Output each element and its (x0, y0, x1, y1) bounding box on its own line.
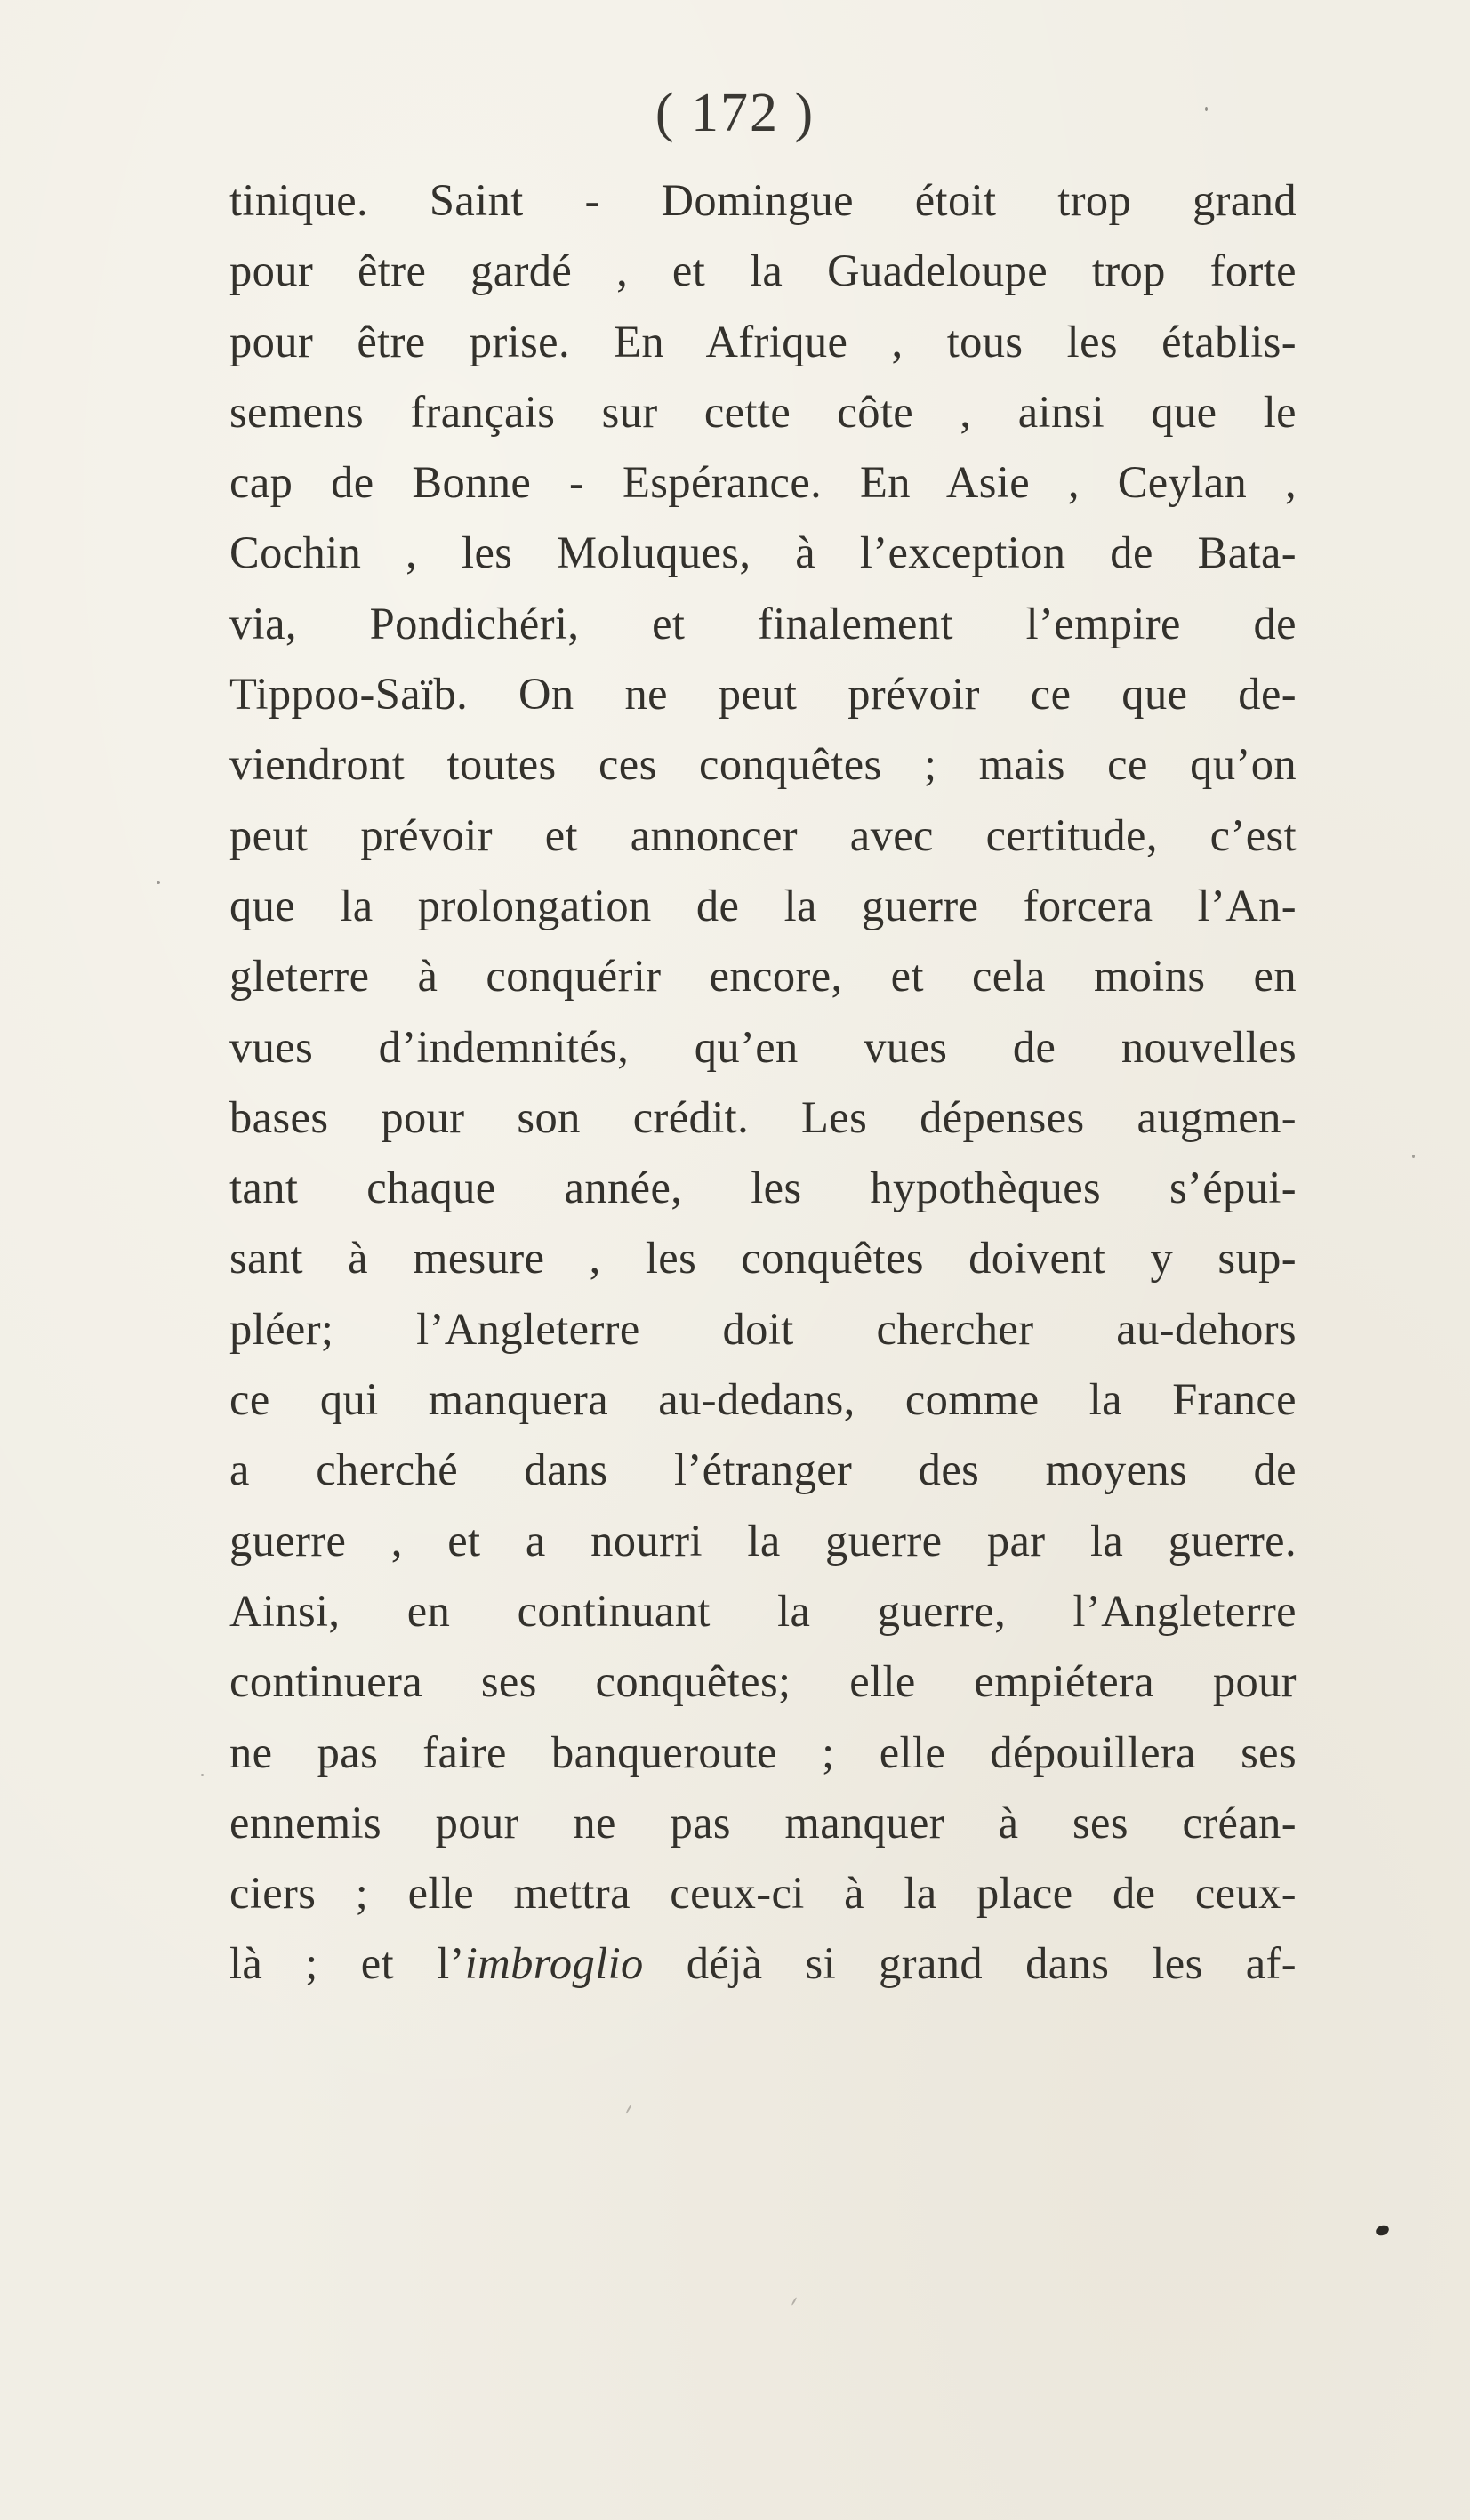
text-line-last (229, 1928, 1297, 1999)
text-line: ciers ; elle mettra ceux-ci à la place de ceux- (229, 1868, 1297, 1919)
text-line: peut prévoir et annoncer avec certitude, c’est (229, 809, 1297, 860)
text-line: Cochin , les Moluques, à l’exception de Bata- (229, 527, 1297, 578)
text-line: sant à mesure , les conquêtes doivent y sup- (229, 1233, 1297, 1284)
last-line-start: là ; et l’ (229, 1938, 465, 1989)
text-line: tinique. Saint - Domingue étoit trop grand (229, 175, 1297, 225)
last-line-end: déjà si grand dans les af- (643, 1938, 1297, 1989)
text-line: ennemis pour ne pas manquer à ses créan- (229, 1797, 1297, 1848)
page-number: ( 172 ) (655, 83, 815, 143)
text-line: semens français sur cette côte , ainsi que le (229, 386, 1297, 437)
text-line: pléer; l’Angleterre doit chercher au-dehors (229, 1303, 1297, 1354)
text-line: gleterre à conquérir encore, et cela moins en (229, 951, 1297, 1002)
ink-speck (1205, 107, 1208, 111)
text-line: pour être gardé , et la Guadeloupe trop forte (229, 246, 1297, 296)
text-line: ne pas faire banqueroute ; elle dépouillera ses (229, 1727, 1297, 1777)
ink-speck (201, 1774, 204, 1776)
text-line: vues d’indemnités, qu’en vues de nouvelles (229, 1021, 1297, 1072)
text-line: a cherché dans l’étranger des moyens de (229, 1445, 1297, 1495)
ink-speck (625, 2104, 632, 2113)
ink-speck (1412, 1155, 1415, 1158)
ink-speck (791, 2297, 798, 2306)
text-line: cap de Bonne - Espérance. En Asie , Ceylan , (229, 457, 1297, 508)
text-line: bases pour son crédit. Les dépenses augmen- (229, 1091, 1297, 1142)
text-line: tant chaque année, les hypothèques s’épui- (229, 1163, 1297, 1213)
text-line: ce qui manquera au-dedans, comme la France (229, 1374, 1297, 1425)
italic-word: imbroglio (464, 1938, 644, 1989)
text-line: Tippoo-Saïb. On ne peut prévoir ce que de- (229, 669, 1297, 720)
ink-speck (1375, 2224, 1391, 2237)
text-line: guerre , et a nourri la guerre par la guerre. (229, 1515, 1297, 1566)
text-line: Ainsi, en continuant la guerre, l’Angleterre (229, 1585, 1297, 1636)
text-line: viendront toutes ces conquêtes ; mais ce qu’on (229, 739, 1297, 790)
text-line: via, Pondichéri, et finalement l’empire de (229, 598, 1297, 648)
text-line: que la prolongation de la guerre forcera l’An- (229, 880, 1297, 930)
text-line: pour être prise. En Afrique , tous les établis- (229, 316, 1297, 366)
text-line: continuera ses conquêtes; elle empiétera pour (229, 1656, 1297, 1707)
body-text (229, 165, 1297, 2000)
ink-speck (157, 881, 160, 884)
